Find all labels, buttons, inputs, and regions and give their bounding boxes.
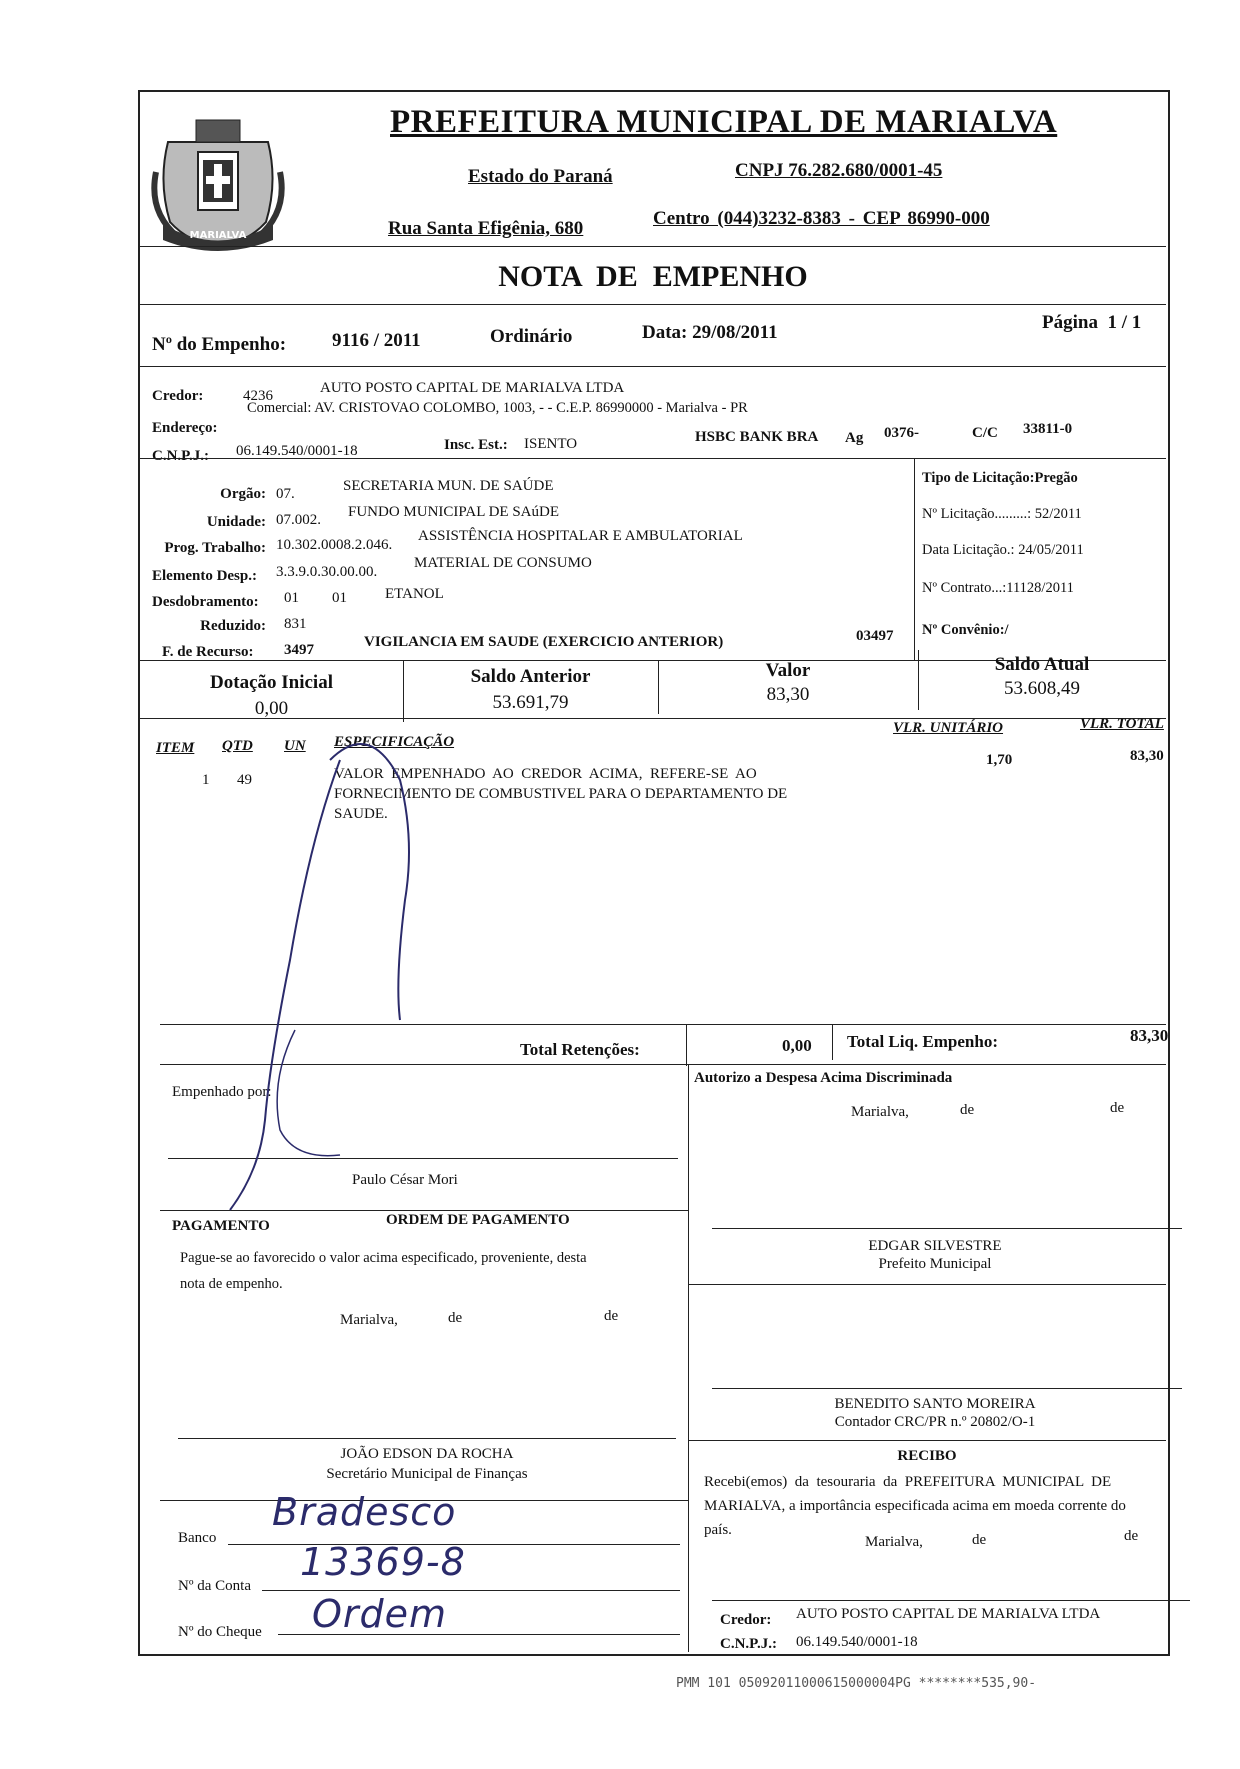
footer-code: PMM 101 05092011000615000004PG ********535,90- xyxy=(676,1676,1037,1691)
header-cnpj: CNPJ 76.282.680/0001-45 xyxy=(735,160,943,181)
item-qtd: 49 xyxy=(237,772,252,788)
orgao-name: SECRETARIA MUN. DE SAÚDE xyxy=(343,478,554,494)
recurso-name: VIGILANCIA EM SAUDE (EXERCICIO ANTERIOR) xyxy=(364,634,724,650)
prog-code: 10.302.0008.2.046. xyxy=(276,537,393,553)
agency-label: Ag xyxy=(845,430,864,446)
prog-label: Prog. Trabalho: xyxy=(164,540,266,556)
item-unit-value: 1,70 xyxy=(986,752,1013,768)
recibo-credor: AUTO POSTO CAPITAL DE MARIALVA LTDA xyxy=(796,1606,1101,1622)
credor-name: AUTO POSTO CAPITAL DE MARIALVA LTDA xyxy=(320,380,625,396)
header-address: Rua Santa Efigênia, 680 xyxy=(388,218,584,239)
col-qtd: QTD xyxy=(222,738,253,754)
contador-role: Contador CRC/PR n.º 20802/O-1 xyxy=(834,1414,1036,1430)
unidade-label: Unidade: xyxy=(206,514,266,530)
recibo-cnpj: 06.149.540/0001-18 xyxy=(796,1634,918,1650)
recibo-cnpj-label: C.N.P.J.: xyxy=(720,1636,777,1652)
agency: 0376- xyxy=(884,425,919,441)
empenho-type: Ordinário xyxy=(490,326,573,347)
seal-ribbon-text: MARIALVA xyxy=(189,230,247,241)
col-un: UN xyxy=(284,738,306,754)
credor-address: Comercial: AV. CRISTOVAO COLOMBO, 1003, - - C.E.P. 86990000 - Marialva - PR xyxy=(247,400,748,416)
empenho-date: Data: 29/08/2011 xyxy=(642,322,778,343)
autorizo-label: Autorizo a Despesa Acima Discriminada xyxy=(694,1070,953,1086)
reduzido: 831 xyxy=(284,616,307,632)
pagamento-de2: de xyxy=(604,1308,619,1324)
doc-title: NOTA DE EMPENHO xyxy=(498,260,808,293)
cheque-label: Nº do Cheque xyxy=(178,1624,262,1640)
licitacao-tipo: Tipo de Licitação:Pregão xyxy=(922,470,1078,486)
item-spec-line-2: FORNECIMENTO DE COMBUSTIVEL PARA O DEPARTAMENTO DE xyxy=(334,786,788,802)
signature-line xyxy=(712,1600,1190,1601)
col-total-value: VLR. TOTAL xyxy=(1080,716,1164,732)
pagamento-text-1: Pague-se ao favorecido o valor acima especificado, proveniente, desta xyxy=(180,1250,587,1266)
page-number: Página 1 / 1 xyxy=(1042,312,1142,333)
signature-line xyxy=(178,1438,676,1439)
divider xyxy=(688,1284,1166,1285)
divider xyxy=(140,304,1166,305)
licitacao-data: Data Licitação.: 24/05/2011 xyxy=(922,542,1084,558)
desd-b: 01 xyxy=(332,590,347,606)
recibo-text-2: MARIALVA, a importância especificada acima em moeda corrente do xyxy=(704,1498,1126,1514)
banco-handwritten: Bradesco xyxy=(272,1490,457,1534)
prog-name: ASSISTÊNCIA HOSPITALAR E AMBULATORIAL xyxy=(418,528,743,544)
unidade-code: 07.002. xyxy=(276,512,321,528)
recurso-label: F. de Recurso: xyxy=(162,644,254,660)
credor-label: Credor: xyxy=(152,388,204,404)
empenhado-name: Paulo César Mori xyxy=(352,1172,458,1188)
credor-code: 4236 xyxy=(243,388,273,404)
pagamento-text-2: nota de empenho. xyxy=(180,1276,283,1292)
credor-insc: ISENTO xyxy=(524,436,578,452)
signature-line xyxy=(712,1228,1182,1229)
saldo-atual-label: Saldo Atual xyxy=(994,654,1090,675)
recibo-title: RECIBO xyxy=(897,1448,957,1464)
liquido-value: 83,30 xyxy=(1130,1026,1169,1045)
col-spec: ESPECIFICAÇÃO xyxy=(334,734,455,750)
account: 33811-0 xyxy=(1023,421,1073,437)
pagamento-label: PAGAMENTO xyxy=(172,1218,270,1234)
licitacao-contrato: Nº Contrato...:11128/2011 xyxy=(922,580,1074,596)
account-label: C/C xyxy=(972,425,998,441)
saldo-atual-value: 53.608,49 xyxy=(1004,678,1080,699)
col-unit-value: VLR. UNITÁRIO xyxy=(893,720,1004,736)
orgao-code: 07. xyxy=(276,486,295,502)
contador-name: BENEDITO SANTO MOREIRA xyxy=(834,1396,1036,1412)
divider xyxy=(140,458,1166,459)
unidade-name: FUNDO MUNICIPAL DE SAúDE xyxy=(348,504,559,520)
divider xyxy=(140,366,1166,367)
divider xyxy=(686,1024,687,1066)
secretario-role: Secretário Municipal de Finanças xyxy=(326,1466,528,1482)
item-number: 1 xyxy=(202,772,210,788)
desd-name: ETANOL xyxy=(385,586,444,602)
recibo-text-1: Recebi(emos) da tesouraria da PREFEITURA MUNICIPAL DE xyxy=(704,1474,1112,1490)
header-title: PREFEITURA MUNICIPAL DE MARIALVA xyxy=(390,104,1058,140)
conta-label: Nº da Conta xyxy=(178,1578,251,1594)
reduzido-label: Reduzido: xyxy=(200,618,266,634)
recibo-credor-label: Credor: xyxy=(720,1612,772,1628)
elem-label: Elemento Desp.: xyxy=(152,568,257,584)
orgao-label: Orgão: xyxy=(220,486,266,502)
item-spec-line-3: SAUDE. xyxy=(334,806,388,822)
recibo-de1: de xyxy=(972,1532,987,1548)
header-contact: Centro (044)3232-8383 - CEP 86990-000 xyxy=(653,208,990,229)
retencoes-label: Total Retenções: xyxy=(520,1040,640,1059)
divider xyxy=(140,246,1166,247)
prefeito-name: EDGAR SILVESTRE xyxy=(868,1238,1002,1254)
handwritten-signature xyxy=(200,700,440,1220)
conta-handwritten: 13369-8 xyxy=(300,1540,466,1584)
recibo-de2: de xyxy=(1124,1528,1139,1544)
recurso-code: 3497 xyxy=(284,642,314,658)
address-label: Endereço: xyxy=(152,420,218,436)
valor-value: 83,30 xyxy=(766,684,810,705)
cnpj-label: C.N.P.J.: xyxy=(152,448,209,464)
divider xyxy=(832,1024,833,1060)
secretario-name: JOÃO EDSON DA ROCHA xyxy=(340,1446,514,1462)
pagamento-de1: de xyxy=(448,1310,463,1326)
signature-line xyxy=(712,1388,1182,1389)
prefeito-role: Prefeito Municipal xyxy=(878,1256,992,1272)
divider xyxy=(688,1440,1166,1441)
empenhado-label: Empenhado por: xyxy=(172,1084,272,1100)
municipal-seal xyxy=(148,112,288,262)
header-state: Estado do Paraná xyxy=(468,166,613,187)
dotacao-label: Dotação Inicial xyxy=(210,672,333,693)
saldo-anterior-value: 53.691,79 xyxy=(492,692,569,713)
recibo-city: Marialva, xyxy=(865,1534,923,1550)
licitacao-convenio: Nº Convênio:/ xyxy=(922,622,1009,638)
dotacao-value: 0,00 xyxy=(254,698,289,719)
col-item: ITEM xyxy=(156,740,195,756)
empenho-label: Nº do Empenho: xyxy=(152,334,287,355)
valor-label: Valor xyxy=(765,660,811,681)
pagamento-city: Marialva, xyxy=(340,1312,398,1328)
divider xyxy=(688,1064,689,1652)
autorizo-city: Marialva, xyxy=(851,1104,909,1120)
autorizo-de2: de xyxy=(1110,1100,1125,1116)
autorizo-de1: de xyxy=(960,1102,975,1118)
saldo-anterior-label: Saldo Anterior xyxy=(470,666,591,687)
recurso-num: 03497 xyxy=(856,628,894,644)
cheque-handwritten: Ordem xyxy=(312,1592,448,1636)
licitacao-numero: Nº Licitação.........: 52/2011 xyxy=(922,506,1082,522)
recibo-text-3: país. xyxy=(704,1522,732,1538)
retencoes-value: 0,00 xyxy=(782,1036,812,1055)
credor-bank: HSBC BANK BRA xyxy=(695,429,819,445)
item-spec-line-1: VALOR EMPENHADO AO CREDOR ACIMA, REFERE-SE AO xyxy=(334,766,757,782)
credor-cnpj: 06.149.540/0001-18 xyxy=(236,443,358,459)
elem-name: MATERIAL DE CONSUMO xyxy=(414,555,592,571)
item-total-value: 83,30 xyxy=(1130,748,1164,764)
banco-label: Banco xyxy=(178,1530,217,1546)
elem-code: 3.3.9.0.30.00.00. xyxy=(276,564,378,580)
liquido-label: Total Liq. Empenho: xyxy=(847,1032,998,1051)
desd-a: 01 xyxy=(284,590,299,606)
conta-line xyxy=(262,1590,680,1591)
desd-label: Desdobramento: xyxy=(152,594,259,610)
divider xyxy=(914,458,915,660)
insc-label: Insc. Est.: xyxy=(444,437,508,453)
ordem-pagamento-title: ORDEM DE PAGAMENTO xyxy=(386,1212,570,1228)
empenho-number: 9116 / 2011 xyxy=(332,330,421,351)
